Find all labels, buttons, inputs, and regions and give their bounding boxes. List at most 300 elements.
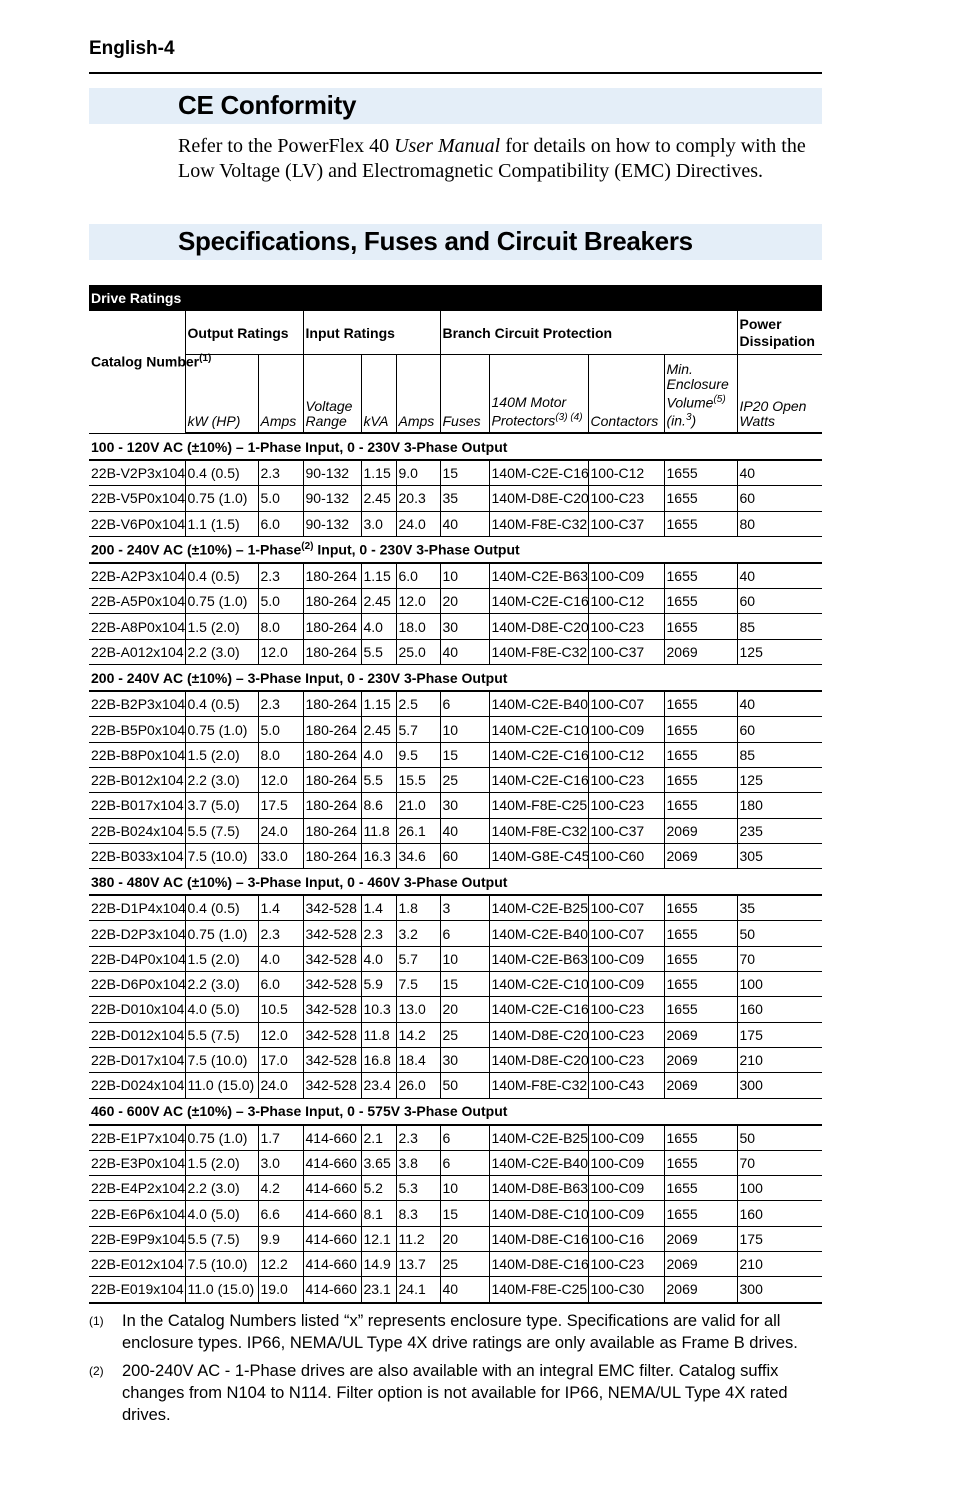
table-cell: 160 bbox=[737, 1201, 822, 1226]
table-cell: 10 bbox=[440, 1176, 489, 1201]
table-cell: 35 bbox=[440, 486, 489, 511]
table-cell: 100-C12 bbox=[588, 742, 664, 767]
section-title: 200 - 240V AC (±10%) – 3-Phase Input, 0 - 230V 3-Phase Output bbox=[91, 669, 508, 686]
table-row bbox=[89, 1125, 822, 1151]
table-cell: 1.4 bbox=[258, 895, 303, 921]
table-cell: 1655 bbox=[664, 511, 737, 536]
table-row bbox=[89, 460, 822, 486]
table-cell: 0.75 (1.0) bbox=[185, 921, 258, 946]
table-cell: 30 bbox=[440, 614, 489, 639]
table-cell: 1655 bbox=[664, 460, 737, 486]
table-cell: 4.2 bbox=[258, 1176, 303, 1201]
table-cell: 100-C60 bbox=[588, 843, 664, 868]
table-cell: 22B-A2P3x104 bbox=[89, 563, 185, 589]
ip20-watts-header: IP20 Open Watts bbox=[737, 355, 822, 434]
table-cell: 140M-C2E-C16 bbox=[489, 460, 588, 486]
table-cell: 175 bbox=[737, 1022, 822, 1047]
table-row bbox=[89, 1201, 822, 1226]
table-cell: 342-528 bbox=[303, 1073, 361, 1098]
table-cell: 11.0 (15.0) bbox=[185, 1073, 258, 1098]
table-cell: 22B-V6P0x104 bbox=[89, 511, 185, 536]
table-cell: 30 bbox=[440, 793, 489, 818]
table-cell: 1655 bbox=[664, 1125, 737, 1151]
table-cell: 15 bbox=[440, 742, 489, 767]
table-cell: 100-C07 bbox=[588, 895, 664, 921]
fuses-header: Fuses bbox=[440, 355, 489, 434]
table-row bbox=[89, 1226, 822, 1251]
table-cell: 8.0 bbox=[258, 742, 303, 767]
section-title: 460 - 600V AC (±10%) – 3-Phase Input, 0 - 575V 3-Phase Output bbox=[91, 1103, 508, 1120]
section-header bbox=[89, 536, 822, 563]
table-cell: 3.0 bbox=[258, 1150, 303, 1175]
table-cell: 2.1 bbox=[361, 1125, 396, 1151]
table-cell: 2.2 (3.0) bbox=[185, 1176, 258, 1201]
table-cell: 22B-D4P0x104 bbox=[89, 946, 185, 971]
table-cell: 0.75 (1.0) bbox=[185, 1125, 258, 1151]
table-cell: 8.0 bbox=[258, 614, 303, 639]
ce-paragraph bbox=[178, 134, 818, 183]
table-cell: 2069 bbox=[664, 1047, 737, 1072]
table-cell: 24.0 bbox=[396, 511, 440, 536]
footnote-2-text: 200-240V AC - 1-Phase drives are also available with an integral EMC filter. Catalog suffix changes from N104 to N114. Filter option is not available for IP66, NEMA/UL Type 4X rated drives. bbox=[122, 1362, 788, 1424]
table-cell: 1655 bbox=[664, 589, 737, 614]
table-cell: 24.1 bbox=[396, 1277, 440, 1303]
table-cell: 180-264 bbox=[303, 843, 361, 868]
table-cell: 180-264 bbox=[303, 818, 361, 843]
table-row bbox=[89, 946, 822, 971]
table-cell: 22B-D1P4x104 bbox=[89, 895, 185, 921]
motor-protectors-label: 140M Motor Protectors bbox=[491, 394, 567, 429]
table-cell: 140M-C2E-B40 bbox=[489, 921, 588, 946]
table-cell: 22B-D017x104 bbox=[89, 1047, 185, 1072]
table-row bbox=[89, 639, 822, 664]
table-cell: 6.0 bbox=[258, 511, 303, 536]
table-row bbox=[89, 793, 822, 818]
table-cell: 9.9 bbox=[258, 1226, 303, 1251]
table-cell: 3.8 bbox=[396, 1150, 440, 1175]
table-cell: 180-264 bbox=[303, 691, 361, 717]
kva-header: kVA bbox=[361, 355, 396, 434]
table-cell: 5.0 bbox=[258, 589, 303, 614]
table-row bbox=[89, 589, 822, 614]
table-cell: 6 bbox=[440, 691, 489, 717]
table-cell: 2.3 bbox=[396, 1125, 440, 1151]
table-row bbox=[89, 843, 822, 868]
input-ratings-header: Input Ratings bbox=[303, 311, 440, 355]
table-cell: 140M-D8E-C20 bbox=[489, 486, 588, 511]
table-cell: 2.2 (3.0) bbox=[185, 767, 258, 792]
table-cell: 100-C23 bbox=[588, 997, 664, 1022]
table-cell: 22B-D2P3x104 bbox=[89, 921, 185, 946]
table-row bbox=[89, 511, 822, 536]
table-cell: 210 bbox=[737, 1047, 822, 1072]
table-cell: 11.0 (15.0) bbox=[185, 1277, 258, 1303]
table-cell: 4.0 bbox=[258, 946, 303, 971]
table-cell: 40 bbox=[737, 460, 822, 486]
footnote-2-mark: (2) bbox=[89, 1364, 104, 1378]
table-cell: 70 bbox=[737, 1150, 822, 1175]
table-cell: 100-C12 bbox=[588, 460, 664, 486]
enclosure-volume-header bbox=[664, 355, 737, 434]
table-row bbox=[89, 895, 822, 921]
ce-text-end: for details on how to comply with the Low Voltage (LV) and Electromagnetic Compatibility (EMC) Directives. bbox=[178, 135, 806, 182]
table-cell: 140M-C2E-C10 bbox=[489, 972, 588, 997]
table-cell: 60 bbox=[737, 717, 822, 742]
table-cell: 5.0 bbox=[258, 486, 303, 511]
table-cell: 85 bbox=[737, 742, 822, 767]
table-row bbox=[89, 1073, 822, 1098]
table-cell: 90-132 bbox=[303, 460, 361, 486]
table-cell: 12.1 bbox=[361, 1226, 396, 1251]
table-row bbox=[89, 691, 822, 717]
table-cell: 2069 bbox=[664, 1022, 737, 1047]
table-cell: 2.3 bbox=[258, 691, 303, 717]
table-cell: 1655 bbox=[664, 563, 737, 589]
table-cell: 0.75 (1.0) bbox=[185, 717, 258, 742]
table-cell: 1.15 bbox=[361, 563, 396, 589]
table-cell: 22B-E3P0x104 bbox=[89, 1150, 185, 1175]
section-title: 100 - 120V AC (±10%) – 1-Phase Input, 0 - 230V 3-Phase Output bbox=[91, 438, 508, 455]
table-cell: 22B-A8P0x104 bbox=[89, 614, 185, 639]
table-cell: 22B-E9P9x104 bbox=[89, 1226, 185, 1251]
catalog-footnote-ref: (1) bbox=[199, 353, 212, 364]
table-cell: 100-C23 bbox=[588, 1047, 664, 1072]
footnote-2 bbox=[89, 1360, 829, 1426]
section-header bbox=[89, 665, 822, 692]
table-cell: 22B-B2P3x104 bbox=[89, 691, 185, 717]
table-cell: 140M-C2E-B25 bbox=[489, 895, 588, 921]
table-cell: 414-660 bbox=[303, 1277, 361, 1303]
table-cell: 40 bbox=[440, 639, 489, 664]
table-cell: 1.5 (2.0) bbox=[185, 742, 258, 767]
table-cell: 60 bbox=[737, 486, 822, 511]
table-cell: 342-528 bbox=[303, 921, 361, 946]
table-cell: 1655 bbox=[664, 742, 737, 767]
table-cell: 11.8 bbox=[361, 1022, 396, 1047]
table-row bbox=[89, 742, 822, 767]
table-cell: 7.5 (10.0) bbox=[185, 1252, 258, 1277]
table-cell: 8.1 bbox=[361, 1201, 396, 1226]
table-cell: 0.4 (0.5) bbox=[185, 895, 258, 921]
output-amps-header: Amps bbox=[258, 355, 303, 434]
specs-heading-band bbox=[89, 224, 822, 260]
table-cell: 11.8 bbox=[361, 818, 396, 843]
table-cell: 2.45 bbox=[361, 589, 396, 614]
table-cell: 140M-F8E-C25 bbox=[489, 793, 588, 818]
table-cell: 100-C09 bbox=[588, 1150, 664, 1175]
table-cell: 100-C12 bbox=[588, 589, 664, 614]
table-cell: 60 bbox=[440, 843, 489, 868]
table-cell: 100-C23 bbox=[588, 1022, 664, 1047]
table-cell: 21.0 bbox=[396, 793, 440, 818]
table-cell: 12.0 bbox=[258, 1022, 303, 1047]
table-cell: 5.5 (7.5) bbox=[185, 818, 258, 843]
branch-protection-header: Branch Circuit Protection bbox=[440, 311, 737, 355]
table-cell: 414-660 bbox=[303, 1201, 361, 1226]
table-row bbox=[89, 997, 822, 1022]
table-cell: 100-C23 bbox=[588, 793, 664, 818]
table-cell: 414-660 bbox=[303, 1252, 361, 1277]
table-cell: 9.5 bbox=[396, 742, 440, 767]
section-header bbox=[89, 1098, 822, 1125]
table-cell: 23.1 bbox=[361, 1277, 396, 1303]
table-row bbox=[89, 921, 822, 946]
table-cell: 5.2 bbox=[361, 1176, 396, 1201]
table-cell: 35 bbox=[737, 895, 822, 921]
table-cell: 14.9 bbox=[361, 1252, 396, 1277]
table-cell: 6 bbox=[440, 1125, 489, 1151]
table-cell: 12.0 bbox=[258, 767, 303, 792]
table-cell: 342-528 bbox=[303, 972, 361, 997]
table-cell: 30 bbox=[440, 1047, 489, 1072]
table-cell: 11.2 bbox=[396, 1226, 440, 1251]
output-ratings-header: Output Ratings bbox=[185, 311, 303, 355]
table-cell: 16.8 bbox=[361, 1047, 396, 1072]
table-cell: 5.3 bbox=[396, 1176, 440, 1201]
table-cell: 4.0 (5.0) bbox=[185, 997, 258, 1022]
table-cell: 10.5 bbox=[258, 997, 303, 1022]
table-cell: 100-C23 bbox=[588, 767, 664, 792]
table-cell: 100-C30 bbox=[588, 1277, 664, 1303]
table-cell: 5.5 (7.5) bbox=[185, 1022, 258, 1047]
table-cell: 140M-C2E-C16 bbox=[489, 767, 588, 792]
table-cell: 22B-D024x104 bbox=[89, 1073, 185, 1098]
table-cell: 5.7 bbox=[396, 946, 440, 971]
table-cell: 1655 bbox=[664, 767, 737, 792]
table-cell: 60 bbox=[737, 589, 822, 614]
table-row bbox=[89, 614, 822, 639]
table-cell: 140M-D8E-C16 bbox=[489, 1252, 588, 1277]
table-cell: 90-132 bbox=[303, 511, 361, 536]
table-row bbox=[89, 563, 822, 589]
table-cell: 12.0 bbox=[258, 639, 303, 664]
ce-heading-band bbox=[89, 88, 822, 124]
table-cell: 6 bbox=[440, 1150, 489, 1175]
table-row bbox=[89, 972, 822, 997]
table-cell: 19.0 bbox=[258, 1277, 303, 1303]
table-cell: 180-264 bbox=[303, 589, 361, 614]
table-cell: 5.5 bbox=[361, 767, 396, 792]
table-cell: 140M-C2E-C16 bbox=[489, 742, 588, 767]
table-cell: 0.4 (0.5) bbox=[185, 460, 258, 486]
table-cell: 125 bbox=[737, 639, 822, 664]
table-cell: 17.0 bbox=[258, 1047, 303, 1072]
table-cell: 1655 bbox=[664, 793, 737, 818]
table-cell: 140M-C2E-B63 bbox=[489, 563, 588, 589]
table-cell: 6.0 bbox=[258, 972, 303, 997]
table-cell: 100-C09 bbox=[588, 1176, 664, 1201]
table-cell: 1655 bbox=[664, 691, 737, 717]
table-cell: 100-C09 bbox=[588, 946, 664, 971]
table-cell: 2069 bbox=[664, 843, 737, 868]
table-cell: 18.4 bbox=[396, 1047, 440, 1072]
table-cell: 140M-F8E-C32 bbox=[489, 511, 588, 536]
table-cell: 22B-B033x104 bbox=[89, 843, 185, 868]
table-cell: 1.15 bbox=[361, 460, 396, 486]
table-cell: 210 bbox=[737, 1252, 822, 1277]
table-cell: 22B-D6P0x104 bbox=[89, 972, 185, 997]
table-cell: 2.2 (3.0) bbox=[185, 639, 258, 664]
table-cell: 40 bbox=[737, 691, 822, 717]
enclosure-unit-exponent: 3 bbox=[685, 412, 692, 424]
table-cell: 22B-B017x104 bbox=[89, 793, 185, 818]
table-cell: 125 bbox=[737, 767, 822, 792]
table-cell: 3.7 (5.0) bbox=[185, 793, 258, 818]
table-cell: 1655 bbox=[664, 972, 737, 997]
table-cell: 50 bbox=[737, 1125, 822, 1151]
table-cell: 22B-V2P3x104 bbox=[89, 460, 185, 486]
table-cell: 2.2 (3.0) bbox=[185, 972, 258, 997]
table-row bbox=[89, 486, 822, 511]
table-cell: 100-C09 bbox=[588, 563, 664, 589]
table-cell: 342-528 bbox=[303, 997, 361, 1022]
table-cell: 50 bbox=[737, 921, 822, 946]
table-cell: 22B-A012x104 bbox=[89, 639, 185, 664]
table-cell: 140M-D8E-C20 bbox=[489, 614, 588, 639]
table-cell: 1.15 bbox=[361, 691, 396, 717]
table-cell: 300 bbox=[737, 1277, 822, 1303]
contactors-header: Contactors bbox=[588, 355, 664, 434]
table-cell: 10.3 bbox=[361, 997, 396, 1022]
section-title: 380 - 480V AC (±10%) – 3-Phase Input, 0 - 460V 3-Phase Output bbox=[91, 873, 508, 890]
table-cell: 140M-D8E-B63 bbox=[489, 1176, 588, 1201]
table-cell: 1.7 bbox=[258, 1125, 303, 1151]
table-cell: 25 bbox=[440, 767, 489, 792]
table-cell: 414-660 bbox=[303, 1150, 361, 1175]
enclosure-label: Min. Enclosure Volume bbox=[666, 360, 729, 411]
table-cell: 8.3 bbox=[396, 1201, 440, 1226]
section-title: 200 - 240V AC (±10%) – 1-Phase bbox=[91, 541, 302, 558]
table-cell: 100-C37 bbox=[588, 511, 664, 536]
page-label: English-4 bbox=[89, 38, 175, 59]
table-cell: 24.0 bbox=[258, 818, 303, 843]
table-cell: 1655 bbox=[664, 486, 737, 511]
catalog-number-header bbox=[89, 311, 212, 433]
table-cell: 13.0 bbox=[396, 997, 440, 1022]
specs-heading: Specifications, Fuses and Circuit Breakers bbox=[178, 226, 693, 256]
table-cell: 22B-A5P0x104 bbox=[89, 589, 185, 614]
table-cell: 26.1 bbox=[396, 818, 440, 843]
table-cell: 6.6 bbox=[258, 1201, 303, 1226]
header-rule bbox=[89, 72, 822, 74]
table-cell: 100-C23 bbox=[588, 614, 664, 639]
table-cell: 2069 bbox=[664, 1226, 737, 1251]
table-cell: 22B-B024x104 bbox=[89, 818, 185, 843]
table-cell: 5.5 (7.5) bbox=[185, 1226, 258, 1251]
table-cell: 2.3 bbox=[258, 563, 303, 589]
table-cell: 414-660 bbox=[303, 1226, 361, 1251]
table-cell: 22B-D012x104 bbox=[89, 1022, 185, 1047]
table-cell: 22B-B5P0x104 bbox=[89, 717, 185, 742]
table-cell: 13.7 bbox=[396, 1252, 440, 1277]
footnote-1-text: In the Catalog Numbers listed “x” represents enclosure type. Specifications are valid for all enclosure types. IP66, NEMA/UL Type 4X drive ratings are only available as Frame B drives. bbox=[122, 1312, 798, 1352]
table-cell: 175 bbox=[737, 1226, 822, 1251]
table-cell: 7.5 bbox=[396, 972, 440, 997]
table-cell: 140M-C2E-C16 bbox=[489, 997, 588, 1022]
section-header bbox=[89, 869, 822, 896]
table-cell: 24.0 bbox=[258, 1073, 303, 1098]
voltage-range-header: Voltage Range bbox=[303, 355, 361, 434]
table-cell: 3 bbox=[440, 895, 489, 921]
table-cell: 100 bbox=[737, 1176, 822, 1201]
table-cell: 1.4 bbox=[361, 895, 396, 921]
table-cell: 12.0 bbox=[396, 589, 440, 614]
table-cell: 2069 bbox=[664, 818, 737, 843]
table-cell: 20.3 bbox=[396, 486, 440, 511]
table-cell: 180-264 bbox=[303, 742, 361, 767]
table-cell: 100-C43 bbox=[588, 1073, 664, 1098]
table-cell: 0.75 (1.0) bbox=[185, 486, 258, 511]
table-cell: 414-660 bbox=[303, 1125, 361, 1151]
table-cell: 140M-D8E-C20 bbox=[489, 1022, 588, 1047]
table-cell: 140M-D8E-C20 bbox=[489, 1047, 588, 1072]
table-cell: 40 bbox=[440, 511, 489, 536]
section-title-footnote-ref: (2) bbox=[301, 541, 314, 553]
table-cell: 1655 bbox=[664, 717, 737, 742]
drive-ratings-table bbox=[89, 285, 822, 1304]
table-cell: 100-C23 bbox=[588, 486, 664, 511]
section-header bbox=[89, 433, 822, 460]
table-cell: 40 bbox=[440, 1277, 489, 1303]
table-cell: 2069 bbox=[664, 1277, 737, 1303]
table-cell: 100-C37 bbox=[588, 818, 664, 843]
table-cell: 17.5 bbox=[258, 793, 303, 818]
table-row bbox=[89, 1277, 822, 1303]
ce-heading: CE Conformity bbox=[178, 90, 357, 120]
table-cell: 16.3 bbox=[361, 843, 396, 868]
table-cell: 3.0 bbox=[361, 511, 396, 536]
table-cell: 22B-V5P0x104 bbox=[89, 486, 185, 511]
table-cell: 2069 bbox=[664, 1073, 737, 1098]
table-cell: 1655 bbox=[664, 1150, 737, 1175]
footnote-1 bbox=[89, 1310, 829, 1354]
table-cell: 0.75 (1.0) bbox=[185, 589, 258, 614]
table-cell: 342-528 bbox=[303, 1022, 361, 1047]
table-row bbox=[89, 1176, 822, 1201]
table-cell: 414-660 bbox=[303, 1176, 361, 1201]
table-cell: 140M-F8E-C25 bbox=[489, 1277, 588, 1303]
table-cell: 140M-F8E-C32 bbox=[489, 639, 588, 664]
table-cell: 70 bbox=[737, 946, 822, 971]
table-cell: 1655 bbox=[664, 1176, 737, 1201]
table-cell: 1.5 (2.0) bbox=[185, 946, 258, 971]
enclosure-unit: (in. bbox=[666, 413, 686, 429]
table-cell: 85 bbox=[737, 614, 822, 639]
power-dissipation-header: Power Dissipation bbox=[737, 311, 822, 355]
table-row bbox=[89, 767, 822, 792]
footnote-1-mark: (1) bbox=[89, 1314, 104, 1328]
table-cell: 235 bbox=[737, 818, 822, 843]
table-cell: 5.7 bbox=[396, 717, 440, 742]
table-cell: 140M-C2E-C16 bbox=[489, 589, 588, 614]
table-cell: 3.65 bbox=[361, 1150, 396, 1175]
table-cell: 22B-B8P0x104 bbox=[89, 742, 185, 767]
table-cell: 34.6 bbox=[396, 843, 440, 868]
table-cell: 180-264 bbox=[303, 639, 361, 664]
table-cell: 1655 bbox=[664, 614, 737, 639]
table-cell: 15 bbox=[440, 460, 489, 486]
table-cell: 26.0 bbox=[396, 1073, 440, 1098]
table-cell: 8.6 bbox=[361, 793, 396, 818]
table-row bbox=[89, 1022, 822, 1047]
table-cell: 140M-C2E-B40 bbox=[489, 1150, 588, 1175]
input-amps-header: Amps bbox=[396, 355, 440, 434]
table-cell: 23.4 bbox=[361, 1073, 396, 1098]
enclosure-unit-close: ) bbox=[691, 413, 697, 429]
table-cell: 5.5 bbox=[361, 639, 396, 664]
table-cell: 2069 bbox=[664, 639, 737, 664]
table-cell: 2.45 bbox=[361, 717, 396, 742]
